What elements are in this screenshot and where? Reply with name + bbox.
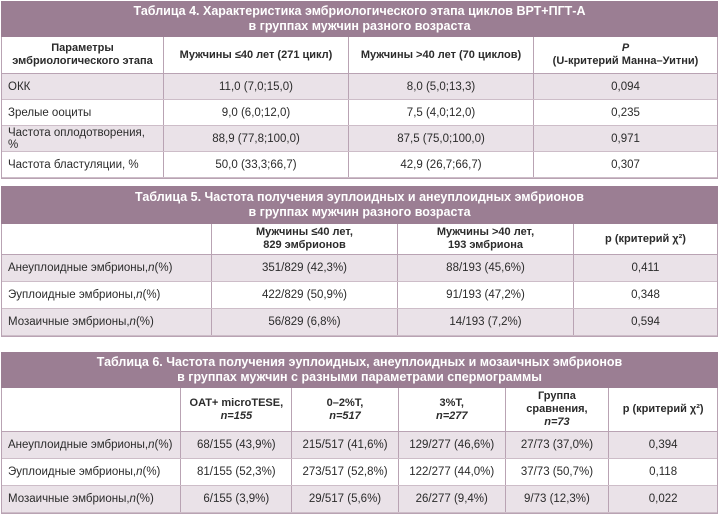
table-5-title [1, 186, 718, 224]
header-p-label: P [621, 42, 630, 54]
header-empty [2, 388, 181, 431]
table-5-header-row [2, 224, 717, 255]
header-line: n=73 [544, 416, 570, 428]
row-label [2, 282, 212, 308]
pct-label: (%) [142, 289, 161, 301]
table-row [2, 486, 717, 513]
cell-p-value: 0,594 [631, 316, 660, 328]
header-line: n=277 [435, 409, 468, 422]
cell-value: 37/73 (50,7%) [506, 459, 610, 485]
cell-value: 50,0 (33,3;66,7) [164, 152, 349, 177]
cell-value: 88/193 (45,6%) [398, 255, 574, 281]
n-symbol: n [136, 466, 143, 478]
cell-value: 11,0 (7,0;15,0) [164, 74, 349, 99]
cell-p-value: 0,235 [611, 106, 640, 119]
table-row [2, 100, 717, 126]
table-row [2, 126, 717, 152]
header-line: сравнения, [526, 403, 588, 415]
table-row [2, 459, 717, 486]
header-parameters: Параметры эмбриологического этапа [2, 37, 164, 73]
table-4 [1, 1, 718, 179]
table-row [2, 282, 717, 309]
table-row [2, 152, 717, 178]
table-row [2, 432, 717, 459]
table-4-header-row [2, 37, 717, 74]
table-row [2, 74, 717, 100]
pct-label: (%) [154, 262, 173, 274]
header-empty [2, 224, 212, 254]
header-p-value: p (критерий χ²) [622, 403, 704, 415]
cell-value: 56/829 (6,8%) [212, 309, 398, 335]
header-oat-microtese [181, 388, 292, 431]
cell-value: 27/73 (37,0%) [506, 432, 610, 458]
table-6-title [1, 352, 718, 388]
cell-value: 68/155 (43,9%) [181, 432, 292, 458]
pct-label: (%) [135, 493, 154, 505]
cell-value: 91/193 (47,2%) [398, 282, 574, 308]
n-symbol: n [136, 289, 143, 301]
cell-value: 87,5 (75,0;100,0) [349, 126, 534, 151]
header-men-under-40: Мужчины ≤40 лет (271 цикл) [164, 37, 349, 73]
header-line: Мужчины ≤40 лет, [256, 226, 353, 238]
cell-p-value: 0,118 [649, 466, 678, 478]
row-label-text: Эуплоидные эмбрионы, [8, 466, 137, 478]
table-4-title [1, 1, 718, 37]
header-line: n=517 [329, 409, 361, 422]
cell-p-value: 0,022 [648, 493, 678, 505]
cell-value: 7,5 (4,0;12,0) [349, 100, 534, 125]
header-line: 829 эмбрионов [263, 239, 346, 251]
cell-value: 122/277 (44,0%) [399, 459, 506, 485]
cell-value: 422/829 (50,9%) [212, 282, 398, 308]
row-label-text: Эуплоидные эмбрионы, [8, 289, 137, 301]
row-label-text: Анеуплоидные эмбрионы, [8, 439, 149, 451]
table-6-title-line2: в группах мужчин с разными параметрами спермограммы [177, 370, 542, 384]
cell-value: 42,9 (26,7;66,7) [349, 152, 534, 177]
header-men-over-40: Мужчины >40 лет (70 циклов) [349, 37, 534, 73]
cell-p-value: 0,307 [611, 158, 640, 171]
row-label [2, 459, 181, 485]
header-line: Группа [537, 390, 576, 402]
n-symbol: n [148, 439, 155, 451]
row-label [2, 432, 181, 458]
cell-value: 14/193 (7,2%) [398, 309, 574, 335]
header-0-2-t [292, 388, 399, 431]
cell-value: 88,9 (77,8;100,0) [164, 126, 349, 151]
table-6-title-line1: Таблица 6. Частота получения эуплоидных, анеуплоидных и мозаичных эмбрионов [96, 355, 623, 369]
table-row [2, 255, 717, 282]
header-line: 3%T, [439, 396, 464, 409]
cell-p-value: 0,394 [648, 439, 678, 451]
cell-value: 29/517 (5,6%) [292, 486, 399, 512]
header-men-under-40 [212, 224, 398, 254]
row-label-text: Анеуплоидные эмбрионы, [8, 262, 149, 274]
header-p-value: p (критерий χ²) [605, 232, 686, 245]
cell-value: 26/277 (9,4%) [399, 486, 506, 512]
header-men-over-40 [398, 224, 574, 254]
cell-value: 81/155 (52,3%) [181, 459, 292, 485]
pct-label: (%) [154, 439, 173, 451]
cell-value: 129/277 (46,6%) [399, 432, 506, 458]
n-symbol: n [129, 493, 136, 505]
cell-value: 6/155 (3,9%) [181, 486, 292, 512]
table-4-title-line1: Таблица 4. Характеристика эмбриологического этапа циклов ВРТ+ПГТ-А [133, 4, 586, 18]
row-label-text: Мозаичные эмбрионы, [8, 316, 130, 328]
cell-value: 9/73 (12,3%) [506, 486, 610, 512]
header-3-t [399, 388, 506, 431]
pct-label: (%) [142, 466, 161, 478]
cell-p-value: 0,348 [631, 289, 660, 301]
header-line: Мужчины >40 лет, [436, 226, 535, 238]
row-label: Частота оплодотворения, % [2, 126, 164, 151]
row-label-text: Мозаичные эмбрионы, [8, 493, 130, 505]
header-comparison-group [506, 388, 610, 431]
row-label [2, 309, 212, 335]
n-symbol: n [129, 316, 136, 328]
table-5-title-line2: в группах мужчин разного возраста [248, 205, 471, 219]
pct-label: (%) [135, 316, 154, 328]
table-row [2, 309, 717, 336]
cell-value: 9,0 (6,0;12,0) [164, 100, 349, 125]
row-label [2, 486, 181, 512]
header-line: 0–2%T, [326, 396, 364, 409]
header-line: n=155 [220, 409, 253, 422]
cell-value: 215/517 (41,6%) [292, 432, 399, 458]
cell-value: 351/829 (42,3%) [212, 255, 398, 281]
n-symbol: n [148, 262, 155, 274]
cell-value: 8,0 (5,0;13,3) [349, 74, 534, 99]
row-label: Частота бластуляции, % [2, 152, 164, 177]
header-line: OAT+ microTESE, [189, 396, 284, 409]
cell-p-value: 0,971 [611, 132, 640, 145]
header-p-value [534, 37, 717, 73]
cell-value: 273/517 (52,8%) [292, 459, 399, 485]
table-5-title-line1: Таблица 5. Частота получения эуплоидных и анеуплоидных эмбрионов [135, 190, 584, 204]
cell-p-value: 0,411 [631, 262, 660, 274]
table-4-title-line2: в группах мужчин разного возраста [248, 19, 471, 33]
table-5 [1, 186, 718, 337]
row-label: Зрелые ооциты [2, 100, 164, 125]
table-6 [1, 352, 718, 514]
cell-p-value: 0,094 [611, 80, 640, 93]
header-line: 193 эмбриона [447, 239, 524, 251]
header-test-label: (U-критерий Манна–Уитни) [552, 55, 699, 67]
row-label [2, 255, 212, 281]
row-label: ОКК [2, 74, 164, 99]
table-6-header-row [2, 388, 717, 432]
